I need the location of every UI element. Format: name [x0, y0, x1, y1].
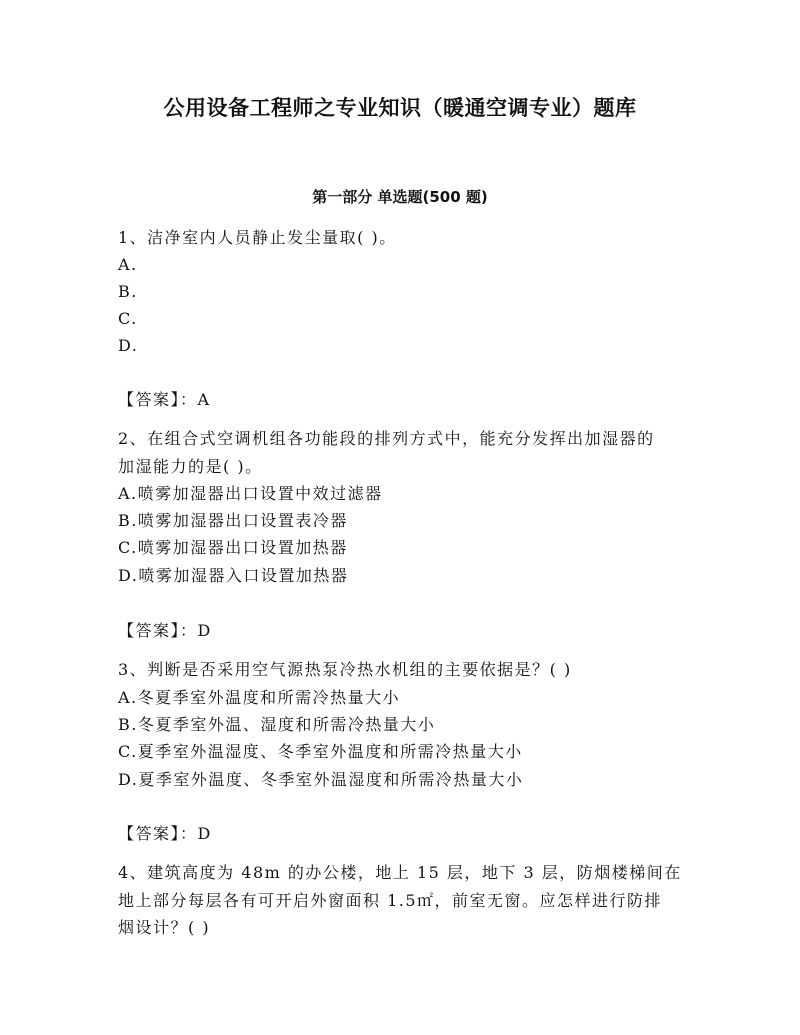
question-1-option-a: A. [118, 255, 138, 274]
question-3-option-d: D.夏季室外温度、冬季室外温湿度和所需冷热量大小 [118, 770, 524, 789]
question-4-stem-line-1: 4、建筑高度为 48m 的办公楼，地上 15 层，地下 3 层，防烟楼梯间在 [118, 863, 682, 882]
question-3-stem: 3、判断是否采用空气源热泵冷热水机组的主要依据是？( ) [118, 660, 572, 679]
section-heading: 第一部分 单选题(500 题) [312, 188, 488, 206]
question-1-stem: 1、洁净室内人员静止发尘量取( )。 [118, 228, 397, 247]
question-2-option-b: B.喷雾加湿器出口设置表冷器 [118, 511, 348, 530]
question-1-answer: 【答案】：A [118, 390, 211, 409]
question-2-stem-line-2: 加湿能力的是( )。 [118, 457, 263, 476]
question-3-option-c: C.夏季室外温湿度、冬季室外温度和所需冷热量大小 [118, 742, 523, 761]
question-3-option-a: A.冬夏季室外温度和所需冷热量大小 [118, 688, 401, 707]
question-4-stem-line-3: 烟设计？( ) [118, 918, 211, 937]
question-1-option-c: C. [118, 309, 138, 328]
question-2-answer: 【答案】：D [118, 621, 212, 640]
question-2-option-d: D.喷雾加湿器入口设置加热器 [118, 566, 349, 585]
question-1-option-b: B. [118, 282, 138, 301]
question-4-stem-line-2: 地上部分每层各有可开启外窗面积 1.5㎡，前室无窗。应怎样进行防排 [118, 891, 663, 910]
question-3-answer: 【答案】：D [118, 824, 212, 843]
question-2-option-c: C.喷雾加湿器出口设置加热器 [118, 538, 348, 557]
question-2-stem-line-1: 2、在组合式空调机组各功能段的排列方式中，能充分发挥出加湿器的 [118, 429, 655, 448]
question-2-option-a: A.喷雾加湿器出口设置中效过滤器 [118, 484, 383, 503]
question-1-option-d: D. [118, 336, 139, 355]
question-3-option-b: B.冬夏季室外温、湿度和所需冷热量大小 [118, 715, 436, 734]
document-title: 公用设备工程师之专业知识（暖通空调专业）题库 [163, 96, 637, 120]
